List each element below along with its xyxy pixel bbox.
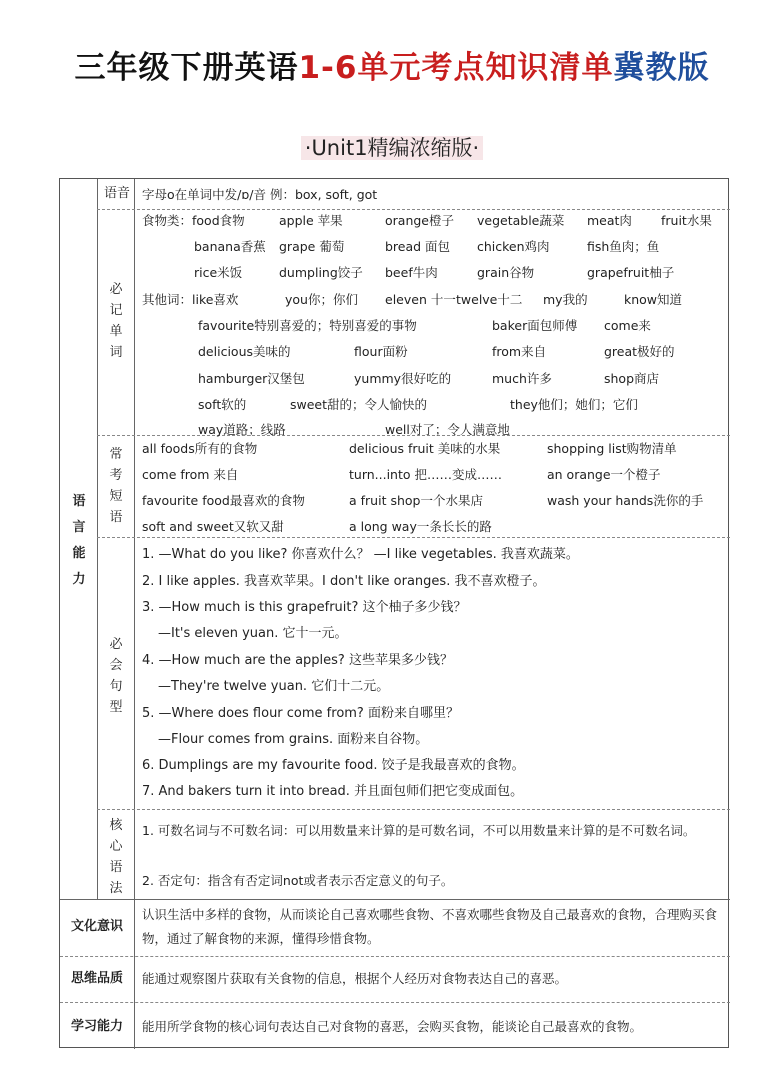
word-item: 食物类：food食物 [142,213,245,228]
divider [134,179,135,1049]
words-label: 必记单词 [109,282,123,360]
sentence-line: 7. And bakers turn it into bread. 并且面包师们把它变成面包。 [142,784,524,799]
sentence-line: 1. —What do you like? 你喜欢什么？ —I like vegetables. 我喜欢蔬菜。 [142,547,579,562]
phrase-item: a fruit shop一个水果店 [349,493,483,508]
sentence-line: 4. —How much are the apples? 这些苹果多少钱？ [142,653,453,668]
word-item: come来 [604,318,651,333]
word-item: baker面包师傅 [492,318,578,333]
word-item: apple 苹果 [279,213,343,228]
phrase-item: turn...into 把……变成…… [349,467,503,482]
word-item: twelve十二 [456,292,523,307]
word-item: vegetable蔬菜 [477,213,565,228]
grammar-line-2: 2. 否定句：指含有否定词not或者表示否定意义的句子。 [142,873,454,888]
word-item: dumpling饺子 [279,265,363,280]
word-item: orange橙子 [385,213,454,228]
culture-label: 文化意识 [70,919,123,934]
divider [97,537,730,538]
divider [60,1002,730,1003]
word-item: beef牛肉 [385,265,438,280]
phrase-item: come from 来自 [142,467,239,482]
pronunciation-label: 语音 [103,186,130,201]
phrase-item: favourite food最喜欢的食物 [142,493,305,508]
word-item: from来自 [492,344,547,359]
word-item: eleven 十一 [385,292,456,307]
divider [60,899,730,900]
knowledge-table [59,178,729,1048]
word-item: banana香蕉 [194,239,266,254]
phrase-item: an orange一个橙子 [547,467,661,482]
page-title [0,48,784,88]
word-item: way道路；线路 [198,422,286,437]
pronunciation-text: 字母o在单词中发/ɒ/音 例：box, soft, got [142,187,378,202]
word-item: chicken鸡肉 [477,239,550,254]
phrase-item: all foods所有的食物 [142,441,258,456]
unit-title [0,131,784,165]
unit-title-text: ·Unit1精编浓缩版· [301,136,483,160]
sentences-label: 必会句型 [109,637,123,715]
sentence-line: —Flour comes from grains. 面粉来自谷物。 [158,732,429,747]
word-item: meat肉 [587,213,632,228]
word-item: soft软的 [198,397,247,412]
sentence-line: 5. —Where does flour come from? 面粉来自哪里？ [142,706,459,721]
word-item: bread 面包 [385,239,451,254]
sentence-line: 6. Dumplings are my favourite food. 饺子是我最喜欢的食物。 [142,758,525,773]
grammar-label: 核心语法 [109,818,123,896]
word-item: they他们；她们；它们 [510,397,638,412]
sentence-line: —It's eleven yuan. 它十一元。 [158,626,348,641]
word-item: favourite特别喜爱的；特别喜爱的事物 [198,318,417,333]
word-item: sweet甜的；令人愉快的 [290,397,428,412]
title-units: 1-6单元考点知识清单 [298,50,614,86]
sentence-line: 2. I like apples. 我喜欢苹果。I don't like oranges. 我不喜欢橙子。 [142,574,546,589]
phrases-label: 常考短语 [109,447,123,525]
phrase-item: shopping list购物清单 [547,441,677,456]
title-grade: 三年级下册英语 [74,50,299,86]
word-item: delicious美味的 [198,344,291,359]
title-edition: 冀教版 [613,50,710,86]
divider [97,809,730,810]
word-item: know知道 [624,292,683,307]
word-item: grain谷物 [477,265,535,280]
divider [97,179,98,899]
word-item: hamburger汉堡包 [198,371,305,386]
word-item: grapefruit柚子 [587,265,675,280]
word-item: well对了；令人满意地 [385,422,510,437]
learning-label: 学习能力 [70,1019,123,1034]
word-item: rice米饭 [194,265,243,280]
word-item: great极好的 [604,344,675,359]
culture-text: 认识生活中多样的食物，从而谈论自己喜欢哪些食物、不喜欢哪些食物及自己最喜欢的食物，合理购买食物，通过了解食物的来源，懂得珍惜食物。 [142,907,718,946]
phrase-item: delicious fruit 美味的水果 [349,441,501,456]
phrase-item: a long way一条长长的路 [349,519,492,534]
sentence-line: 3. —How much is this grapefruit? 这个柚子多少钱？ [142,600,467,615]
word-item: fish鱼肉；鱼 [587,239,660,254]
sentence-line: —They're twelve yuan. 它们十二元。 [158,679,390,694]
divider [60,956,730,957]
word-item: much许多 [492,371,552,386]
word-item: you你；你们 [285,292,358,307]
grammar-line-1: 1. 可数名词与不可数名词：可以用数量来计算的是可数名词，不可以用数量来计算的是不可数名词。 [142,823,696,838]
word-item: 其他词：like喜欢 [142,292,239,307]
phrase-item: wash your hands洗你的手 [547,493,704,508]
word-item: my我的 [543,292,588,307]
word-item: fruit水果 [661,213,712,228]
word-item: grape 葡萄 [279,239,345,254]
thinking-label: 思维品质 [70,971,123,986]
phrase-item: soft and sweet又软又甜 [142,519,284,534]
word-item: flour面粉 [354,344,408,359]
word-item: shop商店 [604,371,660,386]
divider [97,209,730,210]
word-item: yummy很好吃的 [354,371,452,386]
learning-text: 能用所学食物的核心词句表达自己对食物的喜恶，会购买食物，能谈论自己最喜欢的食物。 [142,1019,643,1034]
category-language-label: 语言能力 [72,494,86,587]
thinking-text: 能通过观察图片获取有关食物的信息，根据个人经历对食物表达自己的喜恶。 [142,971,568,986]
